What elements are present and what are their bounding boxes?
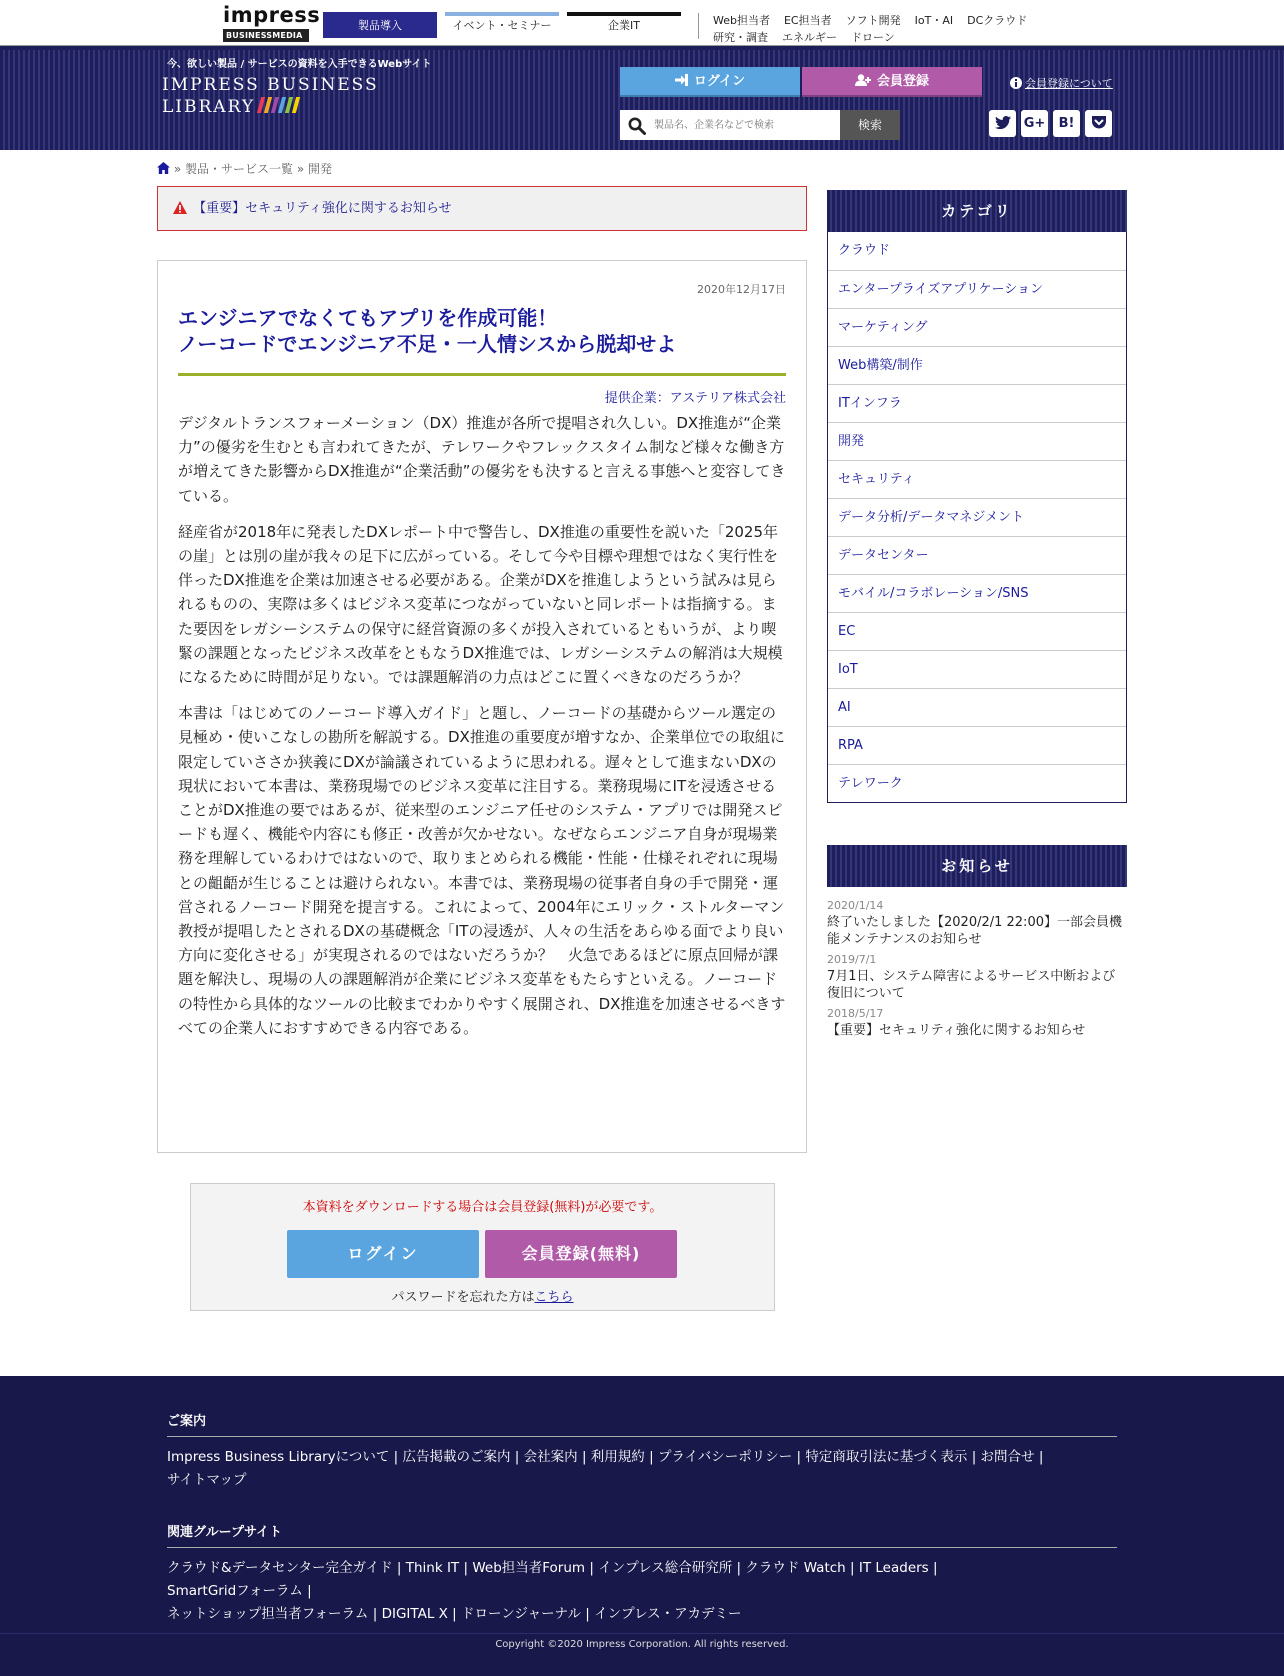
header-login-button[interactable] [620, 67, 800, 97]
footer-link[interactable]: クラウド Watch [745, 1560, 846, 1576]
category-item-iot[interactable]: IoT [828, 650, 1126, 688]
category-item-cloud[interactable]: クラウド [828, 232, 1126, 270]
pocket-icon[interactable] [1085, 110, 1112, 137]
article-paragraph: デジタルトランスフォーメーション（DX）推進が各所で提唱され久しい。DX推進が“企業力”の優劣を生むとも言われてきたが、テレワークやフレックスタイム制など様々な働き方が増えてきた影響からDX推進が“企業活動”の優劣をも決すると言える事態へと変容してきている。 [178, 414, 786, 505]
toplink-energy[interactable]: エネルギー [782, 31, 837, 44]
breadcrumb [157, 160, 332, 177]
forgot-password-link[interactable]: こちら [534, 1290, 574, 1305]
news-date: 2018/5/17 [827, 1007, 884, 1020]
footer-link[interactable]: Web担当者Forum [472, 1560, 586, 1576]
footer-link[interactable]: SmartGridフォーラム [167, 1583, 303, 1599]
article-title-rule [178, 373, 786, 376]
info-icon [1010, 77, 1022, 89]
security-notice-text: 【重要】セキュリティ強化に関するお知らせ [193, 201, 452, 216]
news-list [827, 894, 1127, 1042]
footer-link[interactable]: お問合せ [980, 1449, 1035, 1465]
category-item-it-infra[interactable]: ITインフラ [828, 384, 1126, 422]
footer-guide-links: Impress Business Libraryについて | 広告掲載のご案内 | 会社案内 | 利用規約 | プライバシーポリシー | 特定商取引法に基づく表示 | お問合せ | サイトマップ [167, 1449, 1044, 1488]
footer-link[interactable]: プライバシーポリシー [657, 1449, 793, 1465]
category-item-marketing[interactable]: マーケティング [828, 308, 1126, 346]
security-notice-banner[interactable] [157, 186, 807, 231]
register-about-label: 会員登録について [1025, 77, 1113, 90]
toplink-dc-cloud[interactable]: DCクラウド [967, 14, 1028, 27]
twitter-bird-glyph [995, 116, 1011, 129]
site-footer [0, 1376, 1284, 1676]
footer-link[interactable]: サイトマップ [167, 1472, 247, 1488]
topnav-divider [698, 13, 699, 39]
category-item-ec[interactable]: EC [828, 612, 1126, 650]
footer-link[interactable]: クラウド&データセンター完全ガイド [167, 1560, 393, 1576]
category-item-development[interactable]: 開発 [828, 422, 1126, 460]
header-login-label: ログイン [693, 74, 746, 89]
user-plus-icon [855, 74, 871, 86]
toplink-iot-ai[interactable]: IoT・AI [914, 14, 954, 27]
global-topbar [0, 0, 1284, 46]
download-register-button[interactable]: 会員登録(無料) [485, 1230, 677, 1278]
header-register-button[interactable] [802, 67, 982, 97]
category-item-rpa[interactable]: RPA [828, 726, 1126, 764]
register-about-link[interactable] [1010, 75, 1113, 91]
warning-icon [173, 201, 187, 214]
hatena-bookmark-label: B! [1058, 116, 1075, 131]
hatena-bookmark-icon[interactable] [1053, 110, 1080, 137]
news-date: 2020/1/14 [827, 899, 884, 912]
library-logo[interactable] [162, 74, 379, 119]
search-button[interactable]: 検索 [840, 110, 900, 140]
topnav-events-seminars[interactable]: イベント・セミナー [445, 12, 559, 38]
google-plus-icon[interactable] [1021, 110, 1048, 137]
breadcrumb-sep: » [296, 162, 308, 176]
toplink-research[interactable]: 研究・調査 [713, 31, 768, 44]
footer-guide-heading: ご案内 [167, 1410, 1117, 1437]
article-body [178, 411, 788, 1052]
impress-logo-word: impress [223, 3, 321, 27]
site-tagline: 今、欲しい製品 / サービスの資料を入手できるWebサイト [167, 59, 432, 70]
search-box [620, 110, 840, 140]
toplink-ec[interactable]: EC担当者 [783, 14, 832, 27]
category-item-mobile[interactable]: モバイル/コラボレーション/SNS [828, 574, 1126, 612]
article-paragraph: 経産省が2018年に発表したDXレポート中で警告し、DX推進の重要性を説いた「2025年の崖」とは別の崖が我々の足下に広がっている。そして今や目標や理想ではなく実行性を伴ったDX推進を企業は加速させる必要がある。企業がDXを推進しようという試みは見られるものの、実際は多くはビジネス変革につながっていないと同レポートは指摘する。また要因をレガシーシステムの保守に経営資源の多くが投入されているともいうが、より喫緊の課題となったビジネス改革をともなうDX推進では、レガシーシステムの解消は大規模になるために時間が足りない。では課題解消の力点はどこに置くべきなのだろうか？ [178, 522, 783, 687]
category-item-datacenter[interactable]: データセンター [828, 536, 1126, 574]
copyright: Copyright ©2020 Impress Corporation. All rights reserved. [495, 1639, 789, 1650]
footer-group-heading: 関連グループサイト [167, 1521, 1117, 1548]
footer-link[interactable]: ドローンジャーナル [461, 1606, 581, 1622]
article-date: 2020年12月17日 [697, 283, 786, 296]
footer-link[interactable]: Impress Business Libraryについて [167, 1449, 390, 1465]
impress-business-media-logo[interactable] [223, 3, 321, 42]
news-item[interactable]: 【重要】セキュリティ強化に関するお知らせ [827, 1023, 1086, 1038]
category-item-ai[interactable]: AI [828, 688, 1126, 726]
forgot-password-text: パスワードを忘れた方は [391, 1290, 535, 1305]
article-paragraph: 本書は「はじめてのノーコード導入ガイド」と題し、ノーコードの基礎からツール選定の見極め・使いこなしの勘所を解説する。DX推進の重要度が増すなか、企業単位での取組に限定していささか狭義にDXが論議されているように思われる。遅々として進まないDXの現状において本書は、業務現場でのビジネス変革に注目する。業務現場にITを浸透させることがDX推進の要ではあるが、従来型のエンジニア任せのシステム・アプリでは開発スピードも遅く、機能や内容にも修正・改善が欠かせない。なぜならエンジニア自身が現場業務を理解しているわけではないので、取りまとめられる機能・性能・仕様それぞれに現場との齟齬が生じることは避けられない。本書では、業務現場の従事者自身の手で開発・運営されるノーコード開発を提言する。これによって、2004年にエリック・ストルターマン教授が提唱したとされるDXの基礎概念「ITの浸透が、人々の生活をあらゆる面でより良い方向に変化させる」が実現されるのではないだろうか？ 火急であるほどに原点回帰が課題を解決し、現場の人の課題解消が企業にビジネス変革をもたらすといえる。ノーコードの特性から具体的なツールの比較までわかりやすく展開され、DX推進を加速させるべきすべての企業人におすすめできる内容である。 [178, 704, 786, 1037]
breadcrumb-sep: » [173, 162, 185, 176]
impress-logo-sub: BUSINESSMEDIA [223, 29, 309, 42]
footer-link[interactable]: 利用規約 [590, 1449, 645, 1465]
login-icon [675, 74, 688, 86]
news-item[interactable]: 終了いたしました【2020/2/1 22:00】一部会員機能メンテナンスのお知らせ [827, 915, 1122, 947]
article-title-line2: ノーコードでエンジニア不足・一人情シスから脱却せよ [178, 332, 677, 356]
toplink-soft[interactable]: ソフト開発 [845, 14, 901, 27]
footer-link[interactable]: IT Leaders [858, 1560, 929, 1576]
footer-link[interactable]: Think IT [405, 1560, 460, 1576]
topnav-product-intro[interactable]: 製品導入 [323, 12, 437, 38]
header-register-label: 会員登録 [876, 74, 929, 89]
download-required-message: 本資料をダウンロードする場合は会員登録(無料)が必要です。 [302, 1200, 663, 1215]
topbar-site-links [713, 12, 1043, 46]
search-input[interactable] [654, 116, 834, 134]
library-logo-line2-wrap [162, 96, 362, 119]
footer-link[interactable]: 特定商取引法に基づく表示 [805, 1449, 968, 1465]
category-item-telework[interactable]: テレワーク [828, 764, 1126, 802]
breadcrumb-products[interactable]: 製品・サービス一覧 [184, 162, 293, 176]
footer-link[interactable]: インプレス総合研究所 [598, 1560, 733, 1576]
article-company[interactable]: 提供企業：アステリア株式会社 [604, 391, 786, 406]
download-login-button[interactable]: ログイン [287, 1230, 479, 1278]
twitter-icon[interactable] [989, 110, 1016, 137]
footer-link[interactable]: ネットショップ担当者フォーラム [167, 1606, 369, 1622]
category-heading: カテゴリ [827, 190, 1127, 232]
article-card [157, 260, 807, 1153]
footer-group-links: クラウド&データセンター完全ガイド | Think IT | Web担当者Forum | インプレス総合研究所 | クラウド Watch | IT Leaders | SmartGridフォーラム | ネットショップ担当者フォーラム | DIGITAL X | ドローンジャーナル | インプレス・アカデミー [167, 1560, 938, 1622]
download-panel [190, 1183, 775, 1311]
article-title-line1: エンジニアでなくてもアプリを作成可能！ [178, 306, 558, 330]
article-title [178, 305, 786, 357]
topnav-enterprise-it[interactable]: 企業IT [567, 12, 681, 38]
category-item-enterprise-apps[interactable]: エンタープライズアプリケーション [828, 270, 1126, 308]
library-logo-line2: LIBRARY [162, 97, 256, 117]
category-item-data[interactable]: データ分析/データマネジメント [828, 498, 1126, 536]
footer-link[interactable]: DIGITAL X [381, 1606, 448, 1622]
toplink-drone[interactable]: ドローン [851, 31, 895, 44]
category-item-security[interactable]: セキュリティ [828, 460, 1126, 498]
google-plus-label: G+ [1023, 116, 1046, 131]
footer-link[interactable]: 広告掲載のご案内 [402, 1449, 511, 1465]
toplink-web[interactable]: Web担当者 [713, 14, 770, 27]
breadcrumb-current: 開発 [307, 162, 332, 176]
category-list [827, 232, 1127, 803]
pocket-glyph [1091, 115, 1107, 130]
home-icon[interactable] [157, 162, 170, 174]
logo-stripes-icon [259, 97, 301, 119]
news-item[interactable]: 7月1日、システム障害によるサービス中断および復旧について [827, 969, 1116, 1001]
news-heading: お知らせ [827, 845, 1127, 887]
footer-divider [0, 1633, 1284, 1634]
footer-link[interactable]: 会社案内 [523, 1449, 578, 1465]
search-icon [628, 117, 646, 135]
site-header [0, 50, 1284, 150]
library-logo-line1: IMPRESS BUSINESS [162, 75, 379, 95]
forgot-password [191, 1286, 774, 1305]
footer-link[interactable]: インプレス・アカデミー [594, 1606, 742, 1622]
category-item-web[interactable]: Web構築/制作 [828, 346, 1126, 384]
news-date: 2019/7/1 [827, 953, 877, 966]
